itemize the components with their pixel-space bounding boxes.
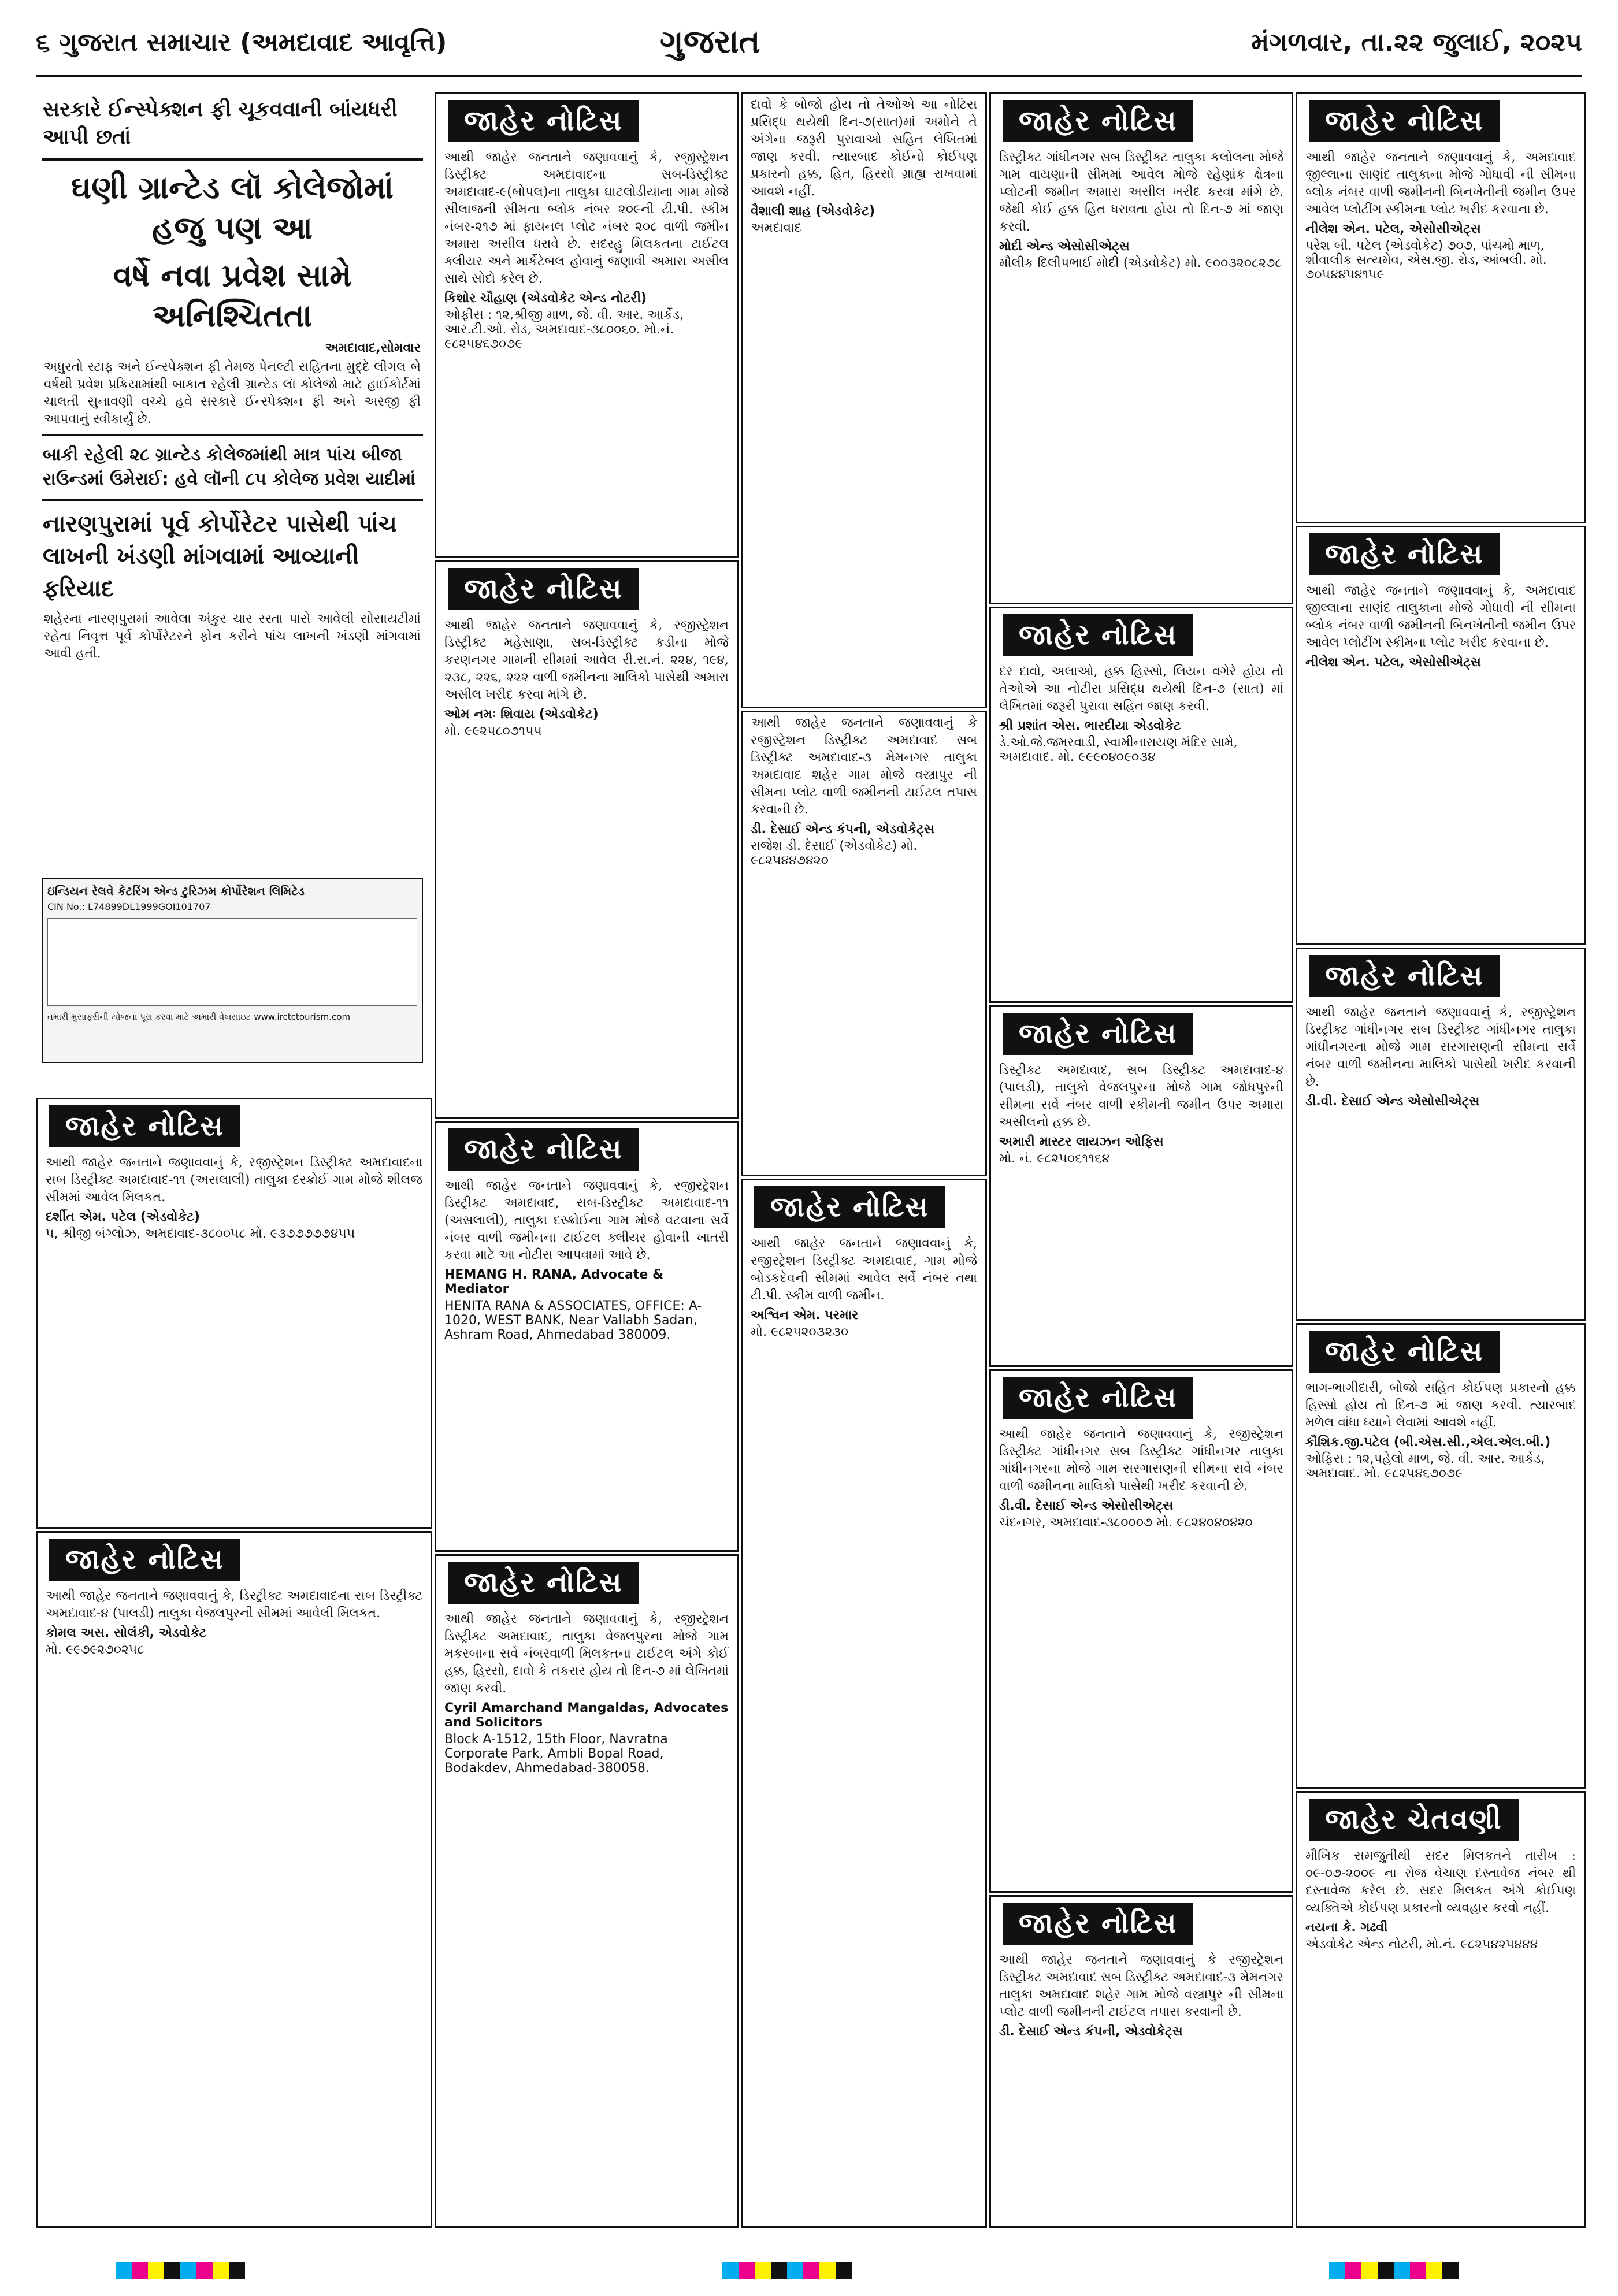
tender-cin: CIN No.: L74899DL1999GOI101707 [47, 901, 211, 912]
notice-signature: ડી. દેસાઈ એન્ડ કંપની, એડવોકેટ્સ [751, 822, 934, 837]
notice-address: ઓફીસ : ૧૨,શ્રીજી માળ, જે. વી. આર. આર્કેડ, આર.ટી.ઓ. રોડ, અમદાવાદ-૩૮૦૦૬૦. મો.નં. ૯૮૨૫૪૬૭૦૭૯ [444, 308, 684, 351]
tender-ad [42, 878, 423, 1063]
notice-signature: મોદી એન્ડ એસોસીએટ્સ [999, 239, 1130, 254]
notice-card [741, 92, 987, 708]
color-registration-bar [116, 2262, 245, 2279]
color-swatch [132, 2262, 148, 2279]
notice-signature: HEMANG H. RANA, Advocate & Mediator [444, 1268, 664, 1296]
color-swatch [1410, 2262, 1426, 2279]
notice-title: જાહેર નોટિસ [754, 1186, 945, 1228]
notice-body: દર દાવો, અલાઓ, હક્ક હિસ્સો, લિયન વગેરે હોય તો તેઓએ આ નોટીસ પ્રસિદ્ધ થયેથી દિન-૭ (સાત) માં લેખિતમાં જરૂરી પુરાવા સહિત જાણ કરવી. [999, 664, 1283, 714]
notice-title: જાહેર નોટિસ [1003, 100, 1193, 142]
color-swatch [148, 2262, 164, 2279]
notice-address: મૌલીક દિલીપભાઈ મોદી (એડવોકેટ) મો. ૯૦૦૩૨૦૮૨૭૮ [999, 256, 1282, 270]
notice-card [1296, 1323, 1586, 1789]
color-swatch [1361, 2262, 1378, 2279]
notice-card [36, 1531, 432, 2228]
notice-title: જાહેર નોટિસ [448, 568, 639, 610]
notice-title: જાહેર નોટિસ [49, 1105, 240, 1147]
notice-signature: અશ્વિન એમ. પરમાર [751, 1308, 859, 1322]
notice-address: એડવોકેટ એન્ડ નોટરી, મો.નં. ૯૮૨૫૪૨૫૪૪૪ [1305, 1937, 1538, 1952]
masthead-left: ૬ ગુજરાત સમાચાર (અમદાવાદ આવૃત્તિ) [36, 28, 447, 57]
notice-title: જાહેર નોટિસ [1003, 614, 1193, 656]
notice-body: મૌખિક સમજુતીથી સદર મિલકતને તારીખ : ૦૯-૦૭-૨૦૦૯ ના રોજ વેચાણ દસ્તાવેજ નંબર થી દસ્તાવેજ કરેલ છે. સદર મિલકત અંગે કોઈપણ વ્યક્તિએ કોઈપણ પ્રકારનો વ્યવહાર કરવો નહીં. [1305, 1849, 1576, 1915]
notice-address: ડે.ઓ.જે.જમરવાડી, સ્વામીનારાયણ મંદિર સામે, અમદાવાદ. મો. ૯૯૯૦૪૦૯૦૩૪ [999, 735, 1238, 764]
divider [42, 158, 423, 161]
notice-title: જાહેર નોટિસ [448, 100, 639, 142]
notice-title: જાહેર નોટિસ [1309, 1331, 1500, 1373]
notice-title: જાહેર નોટિસ [448, 1128, 639, 1171]
notice-card [989, 607, 1293, 1003]
notice-signature: નીલેશ એન. પટેલ, એસોસીએટ્સ [1305, 655, 1481, 670]
color-swatch [803, 2262, 819, 2279]
lead-headline-2: વર્ષે નવા પ્રવેશ સામે અનિશ્ચિતતા [113, 257, 352, 334]
notice-signature: કિશોર ચૌહાણ (એડવોકેટ એન્ડ નોટરી) [444, 291, 647, 306]
notice-card [1296, 92, 1586, 523]
notice-body: દાવો કે બોજો હોય તો તેઓએ આ નોટિસ પ્રસિદ્ધ થયેથી દિન-૭(સાત)માં અમોને તે અંગેના જરૂરી પુરાવાઓ સહિત લેખિતમાં જાણ કરવી. ત્યારબાદ કોઈનો કોઈપણ પ્રકારનો હક્ક, હિત, હિસ્સો ગ્રાહ્ય રાખવામાં આવશે નહીં. [751, 98, 977, 199]
color-swatch [196, 2262, 213, 2279]
notice-body: આથી જાહેર જનતાને જણાવવાનું કે રજીસ્ટ્રેશન ડિસ્ટ્રીક્ટ અમદાવાદ સબ ડિસ્ટ્રીક્ટ અમદાવાદ-૩ મેમનગર તાલુકા અમદાવાદ શહેર ગામ મોજે વસ્ત્રાપુર ની સીમના પ્લોટ વાળી જમીનની ટાઈટલ તપાસ કરવાની છે. [751, 716, 977, 817]
notice-signature: ઓમ નમઃ શિવાય (એડવોકેટ) [444, 707, 599, 722]
lead-kicker: સરકારે ઈન્સ્પેક્શન ફી ચૂકવવાની બાંયધરી આપી છતાં [43, 98, 398, 149]
notice-body: આથી જાહેર જનતાને જણાવવાનું કે, રજીસ્ટ્રેશન ડિસ્ટ્રીક્ટ અમદાવાદના સબ-ડિસ્ટ્રીક્ટ અમદાવાદ-૯(બોપલ)ના તાલુકા ઘાટલોડીયાના ગામ મોજે સીલાજની સીમના બ્લોક નંબર ૨૦૯ની ટી.પી. સ્કીમ નંબર-૨૧૭ માં ફાયનલ પ્લોટ નંબર ૨૦૮ વાળી જમીન અમારા અસીલ ધરાવે છે. સદરહુ મિલકતના ટાઈટલ ક્લીયર અને માર્કેટેબલ હોવાનું જણાવી અમારા અસીલ સાથે સોદો કરેલ છે. [444, 150, 729, 286]
notice-card [1296, 526, 1586, 945]
notice-card [1296, 1791, 1586, 2228]
lead-body: અધુરતો સ્ટાફ અને ઈન્સ્પેક્શન ફી તેમજ પેનલ્ટી સહિતના મુદ્દે લીગલ બે વર્ષથી પ્રવેશ પ્રક્રિયામાંથી બાકાત રહેલી ગ્રાન્ટેડ લૉ કોલેજો માટે હાઈકોર્ટમાં ચાલતી સુનાવણી વચ્ચે હવે સરકારે ઈન્સ્પેક્શન ફી અને અરજી ફી આપવાનું સ્વીકાર્યું છે. [44, 360, 421, 426]
color-swatch [722, 2262, 739, 2279]
notice-body: ડિસ્ટ્રીક્ટ અમદાવાદ, સબ ડિસ્ટ્રીક્ટ અમદાવાદ-૪ (પાલડી), તાલુકો વેજલપુરના મોજે ગામ જોધપુરની સીમના સર્વે નંબર વાળી સ્કીમની જમીન ઉપર અમારા અસીલનો હક્ક છે. [999, 1063, 1283, 1130]
notice-card [1296, 948, 1586, 1321]
notice-signature: વૈશાલી શાહ (એડવોકેટ) [751, 204, 875, 218]
color-swatch [1442, 2262, 1459, 2279]
color-swatch [819, 2262, 836, 2279]
notice-address: મો. ૯૯૨૫૮૦૭૧૫૫ [444, 724, 542, 738]
notice-address: અમદાવાદ [751, 221, 801, 235]
notice-card [435, 560, 739, 1119]
notice-body: આથી જાહેર જનતાને જણાવવાનું કે, અમદાવાદ જીલ્લાના સાણંદ તાલુકાના મોજે ગોધાવી ની સીમના બ્લોક નંબર વાળી જમીનની બિનખેતીની જમીન ઉપર આવેલ પ્લોટીંગ સ્કીમના પ્લોટ ખરીદ કરવાના છે. [1305, 584, 1576, 650]
notice-card [435, 1121, 739, 1552]
color-swatch [213, 2262, 229, 2279]
notice-address: ચંદનગર, અમદાવાદ-૩૮૦૦૦૭ મો. ૯૮૨૪૦૪૦૪૨૦ [999, 1515, 1253, 1530]
color-swatch [164, 2262, 180, 2279]
notice-title: જાહેર નોટિસ [1309, 533, 1500, 575]
notice-card [36, 1098, 432, 1529]
color-swatch [229, 2262, 245, 2279]
notice-address: રાજેશ ડી. દેસાઈ (એડવોકેટ) મો. ૯૮૨૫૪૪૭૪૨૦ [751, 839, 918, 868]
notice-signature: કૌશિક.જી.પટેલ (બી.એસ.સી.,એલ.એલ.બી.) [1305, 1435, 1551, 1450]
tender-table [47, 918, 417, 1006]
notice-signature: કોમલ અસ. સોલંકી, એડવોકેટ [46, 1626, 207, 1640]
color-swatch [1378, 2262, 1394, 2279]
lead-story [36, 92, 429, 1092]
notice-signature: Cyril Amarchand Mangaldas, Advocates and Solicitors [444, 1701, 729, 1730]
color-swatch [1329, 2262, 1345, 2279]
notice-title: જાહેર નોટિસ [1003, 1013, 1193, 1055]
color-swatch [180, 2262, 196, 2279]
tender-footer: તમારી મુસાફરીની યોજના પૂરા કરવા માટે અમારી વેબસાઇટ www.irctctourism.com [47, 1012, 351, 1022]
page-date: મંગળવાર, તા.૨૨ જુલાઈ, ૨૦૨૫ [1251, 28, 1582, 57]
notice-signature: ડી. દેસાઈ એન્ડ કંપની, એડવોકેટ્સ [999, 2024, 1183, 2039]
notice-card [989, 92, 1293, 604]
page-header [36, 12, 1582, 77]
color-registration-bar [722, 2262, 852, 2279]
notice-body: આથી જાહેર જનતાને જણાવવાનું કે, રજીસ્ટ્રેશન ડિસ્ટ્રીક્ટ મહેસાણા, સબ-ડિસ્ટ્રીક્ટ કડીના મોજે કરણનગર ગામની સીમમાં આવેલ રી.સ.નં. ૨૨૪, ૧૯૪, ૨૩૮, ૨૨૬, ૨૨૨ વાળી જમીનના માલિકો પાસેથી અમારા અસીલ ખરીદ કરવા માંગે છે. [444, 618, 729, 702]
notice-body: આથી જાહેર જનતાને જણાવવાનું કે, રજીસ્ટ્રેશન ડિસ્ટ્રીક્ટ અમદાવાદના સબ ડિસ્ટ્રીક્ટ અમદાવાદ-૧૧ (અસલાલી) તાલુકા દસ્ક્રોઈ ગામ મોજે શીલજ સીમમાં આવેલ મિલકત. [46, 1156, 422, 1205]
notice-body: આથી જાહેર જનતાને જણાવવાનું કે, રજીસ્ટ્રેશન ડિસ્ટ્રીક્ટ અમદાવાદ, ગામ મોજે બોડકદેવની સીમમાં આવેલ સર્વે નંબર તથા ટી.પી. સ્કીમ વાળી જમીન. [751, 1236, 977, 1303]
notice-signature: શ્રી પ્રશાંત એસ. ભારદીયા એડવોકેટ [999, 719, 1181, 733]
color-swatch [1345, 2262, 1361, 2279]
tender-org: ઇન્ડિયન રેલવે કેટરિંગ એન્ડ ટુરિઝમ કોર્પોરેશન લિમિટેડ [47, 884, 305, 898]
color-swatch [1394, 2262, 1410, 2279]
notice-title: જાહેર નોટિસ [49, 1539, 240, 1581]
notice-title: જાહેર નોટિસ [1309, 100, 1500, 142]
lead-headline-1: ઘણી ગ્રાન્ટેડ લૉ કોલેજોમાં હજુ પણ આ [70, 169, 394, 246]
second-body: શહેરના નારણપુરામાં આવેલા અંકુર ચાર રસ્તા પાસે આવેલી સોસાયટીમાં રહેતા નિવૃત્ત પૂર્વ કોર્પોરેટરને ફોન કરીને પાંચ લાખની ખંડણી માંગવામાં આવી હતી. [44, 612, 421, 661]
lead-dateline: અમદાવાદ,સોમવાર [325, 341, 421, 355]
notice-body: આથી જાહેર જનતાને જણાવવાનું કે, ડિસ્ટ્રીક્ટ અમદાવાદના સબ ડિસ્ટ્રીક્ટ અમદાવાદ-૪ (પાલડી) તાલુકા વેજલપુરની સીમમાં આવેલી મિલકત. [46, 1589, 422, 1621]
notice-card [989, 1005, 1293, 1367]
notice-address: ૫, શ્રીજી બંગ્લોઝ, અમદાવાદ-૩૮૦૦૫૮ મો. ૯૩૭૭૭૭૭૪૫૫ [46, 1227, 355, 1241]
color-swatch [787, 2262, 803, 2279]
warning-title: જાહેર ચેતવણી [1309, 1799, 1519, 1841]
notice-card [989, 1369, 1293, 1893]
notice-card [989, 1895, 1293, 2228]
notice-signature: નીલેશ એન. પટેલ, એસોસીએટ્સ [1305, 222, 1481, 236]
notice-card [435, 1554, 739, 2228]
color-registration-bar [1329, 2262, 1459, 2279]
notice-body: આથી જાહેર જનતાને જણાવવાનું કે, રજીસ્ટ્રેશન ડિસ્ટ્રીક્ટ ગાંધીનગર સબ ડિસ્ટ્રીક્ટ ગાંધીનગર તાલુકા ગાંધીનગરના મોજે ગામ સરગાસણની સીમના સર્વે નંબર વાળી જમીનના માલિકો પાસેથી ખરીદ કરવાની છે. [999, 1427, 1283, 1493]
divider [42, 499, 423, 501]
notice-signature: અમારી માસ્ટર લાયઝન ઓફિસ [999, 1135, 1164, 1149]
color-swatch [771, 2262, 787, 2279]
notice-card [435, 92, 739, 558]
color-swatch [755, 2262, 771, 2279]
section-title: ગુજરાત [660, 23, 760, 61]
notice-address: ઓફિસ : ૧૨,પહેલો માળ, જે. વી. આર. આર્કેડ, અમદાવાદ. મો. ૯૮૨૫૪૬૭૦૭૯ [1305, 1452, 1545, 1481]
notice-body: આથી જાહેર જનતાને જણાવવાનું કે, રજીસ્ટ્રેશન ડિસ્ટ્રીક્ટ અમદાવાદ, તાલુકા વેજલપુરના મોજે ગામ મકરબાના સર્વે નંબરવાળી મિલકતના ટાઈટલ અંગે કોઈ હક્ક, હિસ્સો, દાવો કે તકરાર હોય તો દિન-૭ માં લેખિતમાં જાણ કરવી. [444, 1612, 729, 1696]
notice-body: ભાગ-ભાગીદારી, બોજો સહિત કોઈપણ પ્રકારનો હક્ક હિસ્સો હોય તો દિન-૭ માં જાણ કરવી. ત્યારબાદ મળેલ વાંધા ધ્યાને લેવામાં આવશે નહીં. [1305, 1381, 1576, 1430]
notice-title: જાહેર નોટિસ [1003, 1903, 1193, 1945]
notice-card [741, 711, 987, 1176]
notice-card [741, 1179, 987, 2228]
color-swatch [1426, 2262, 1442, 2279]
notice-address: મો. નં. ૯૮૨૫૦૬૧૧૬૪ [999, 1151, 1109, 1166]
notice-title: જાહેર નોટિસ [1003, 1377, 1193, 1419]
notice-body: આથી જાહેર જનતાને જણાવવાનું કે, રજીસ્ટ્રેશન ડિસ્ટ્રીક્ટ અમદાવાદ, સબ-ડિસ્ટ્રીક્ટ અમદાવાદ-૧૧ (અસલાલી), તાલુકા દસ્ક્રોઈના ગામ મોજે વટવાના સર્વે નંબર વાળી જમીનના ટાઈટલ ક્લીયર હોવાની ખાતરી કરવા માટે આ નોટીસ આપવામાં આવે છે. [444, 1179, 729, 1262]
notice-signature: દર્શીત એમ. પટેલ (એડવોકેટ) [46, 1210, 200, 1224]
color-swatch [739, 2262, 755, 2279]
notice-address: Block A-1512, 15th Floor, Navratna Corporate Park, Ambli Bopal Road, Bodakdev, Ahmedabad-380058. [444, 1732, 668, 1775]
notice-body: ડિસ્ટ્રીક્ટ ગાંધીનગર સબ ડિસ્ટ્રીક્ટ તાલુકા કલોલના મોજે ગામ વાયણાની સીમમાં આવેલ મોજે રહેણાંક ક્ષેત્રના પ્લોટની જમીન અમારા અસીલ ખરીદ કરવા માંગે છે. જેથી કોઈ હક્ક હિત ધરાવતા હોય તો દિન-૭ માં જાણ કરવી. [999, 150, 1283, 234]
notice-address: HENITA RANA & ASSOCIATES, OFFICE: A-1020, WEST BANK, Near Vallabh Sadan, Ashram Road, Ahmedabad 380009. [444, 1299, 702, 1342]
notice-signature: નયના કે. ગઢવી [1305, 1920, 1388, 1935]
notice-body: આથી જાહેર જનતાને જણાવવાનું કે, અમદાવાદ જીલ્લાના સાણંદ તાલુકાના મોજે ગોધાવી ની સીમના બ્લોક નંબર વાળી જમીનની બિનખેતીની જમીન ઉપર આવેલ પ્લોટીંગ સ્કીમના પ્લોટ ખરીદ કરવાના છે. [1305, 150, 1576, 217]
notice-address: મો. ૯૯૭૯૨૭૦૨૫૮ [46, 1643, 144, 1657]
divider [42, 434, 423, 436]
color-swatch [116, 2262, 132, 2279]
notice-signature: ડી.વી. દેસાઈ એન્ડ એસોસીએટ્સ [1305, 1094, 1480, 1109]
notice-title: જાહેર નોટિસ [1309, 955, 1500, 997]
second-headline: નારણપુરામાં પૂર્વ કોર્પોરેટર પાસેથી પાંચ લાખની ખંડણી માંગવામાં આવ્યાની ફરિયાદ [43, 511, 397, 602]
color-swatch [836, 2262, 852, 2279]
notice-signature: ડી.વી. દેસાઈ એન્ડ એસોસીએટ્સ [999, 1499, 1174, 1513]
notice-body: આથી જાહેર જનતાને જણાવવાનું કે રજીસ્ટ્રેશન ડિસ્ટ્રીક્ટ અમદાવાદ સબ ડિસ્ટ્રીક્ટ અમદાવાદ-૩ મેમનગર તાલુકા અમદાવાદ શહેર ગામ મોજે વસ્ત્રાપુર ની સીમના પ્લોટ વાળી જમીનની ટાઈટલ તપાસ કરવાની છે. [999, 1953, 1283, 2019]
lead-subhead: બાકી રહેલી ૨૮ ગ્રાન્ટેડ કોલેજમાંથી માત્ર પાંચ બીજા રાઉન્ડમાં ઉમેરાઈ: હવે લૉની ૮૫ કોલેજ પ્રવેશ યાદીમાં [43, 445, 415, 489]
notice-body: આથી જાહેર જનતાને જણાવવાનું કે, રજીસ્ટ્રેશન ડિસ્ટ્રીક્ટ ગાંધીનગર સબ ડિસ્ટ્રીક્ટ ગાંધીનગર તાલુકા ગાંધીનગરના મોજે ગામ સરગાસણની સીમના સર્વે નંબર વાળી જમીનના માલિકો પાસેથી ખરીદ કરવાની છે. [1305, 1005, 1576, 1089]
notice-title: જાહેર નોટિસ [448, 1562, 639, 1604]
notice-address: મો. ૯૮૨૫૨૦૩૨૩૦ [751, 1325, 849, 1339]
notice-address: પરેશ બી. પટેલ (એડવોકેટ) ૭૦૭, પાંચમો માળ, શીવાલીક સત્યમેવ, એસ.જી. રોડ, આંબલી. મો. ૭૦૫૪૪૫૪૧૫૯ [1305, 239, 1547, 282]
